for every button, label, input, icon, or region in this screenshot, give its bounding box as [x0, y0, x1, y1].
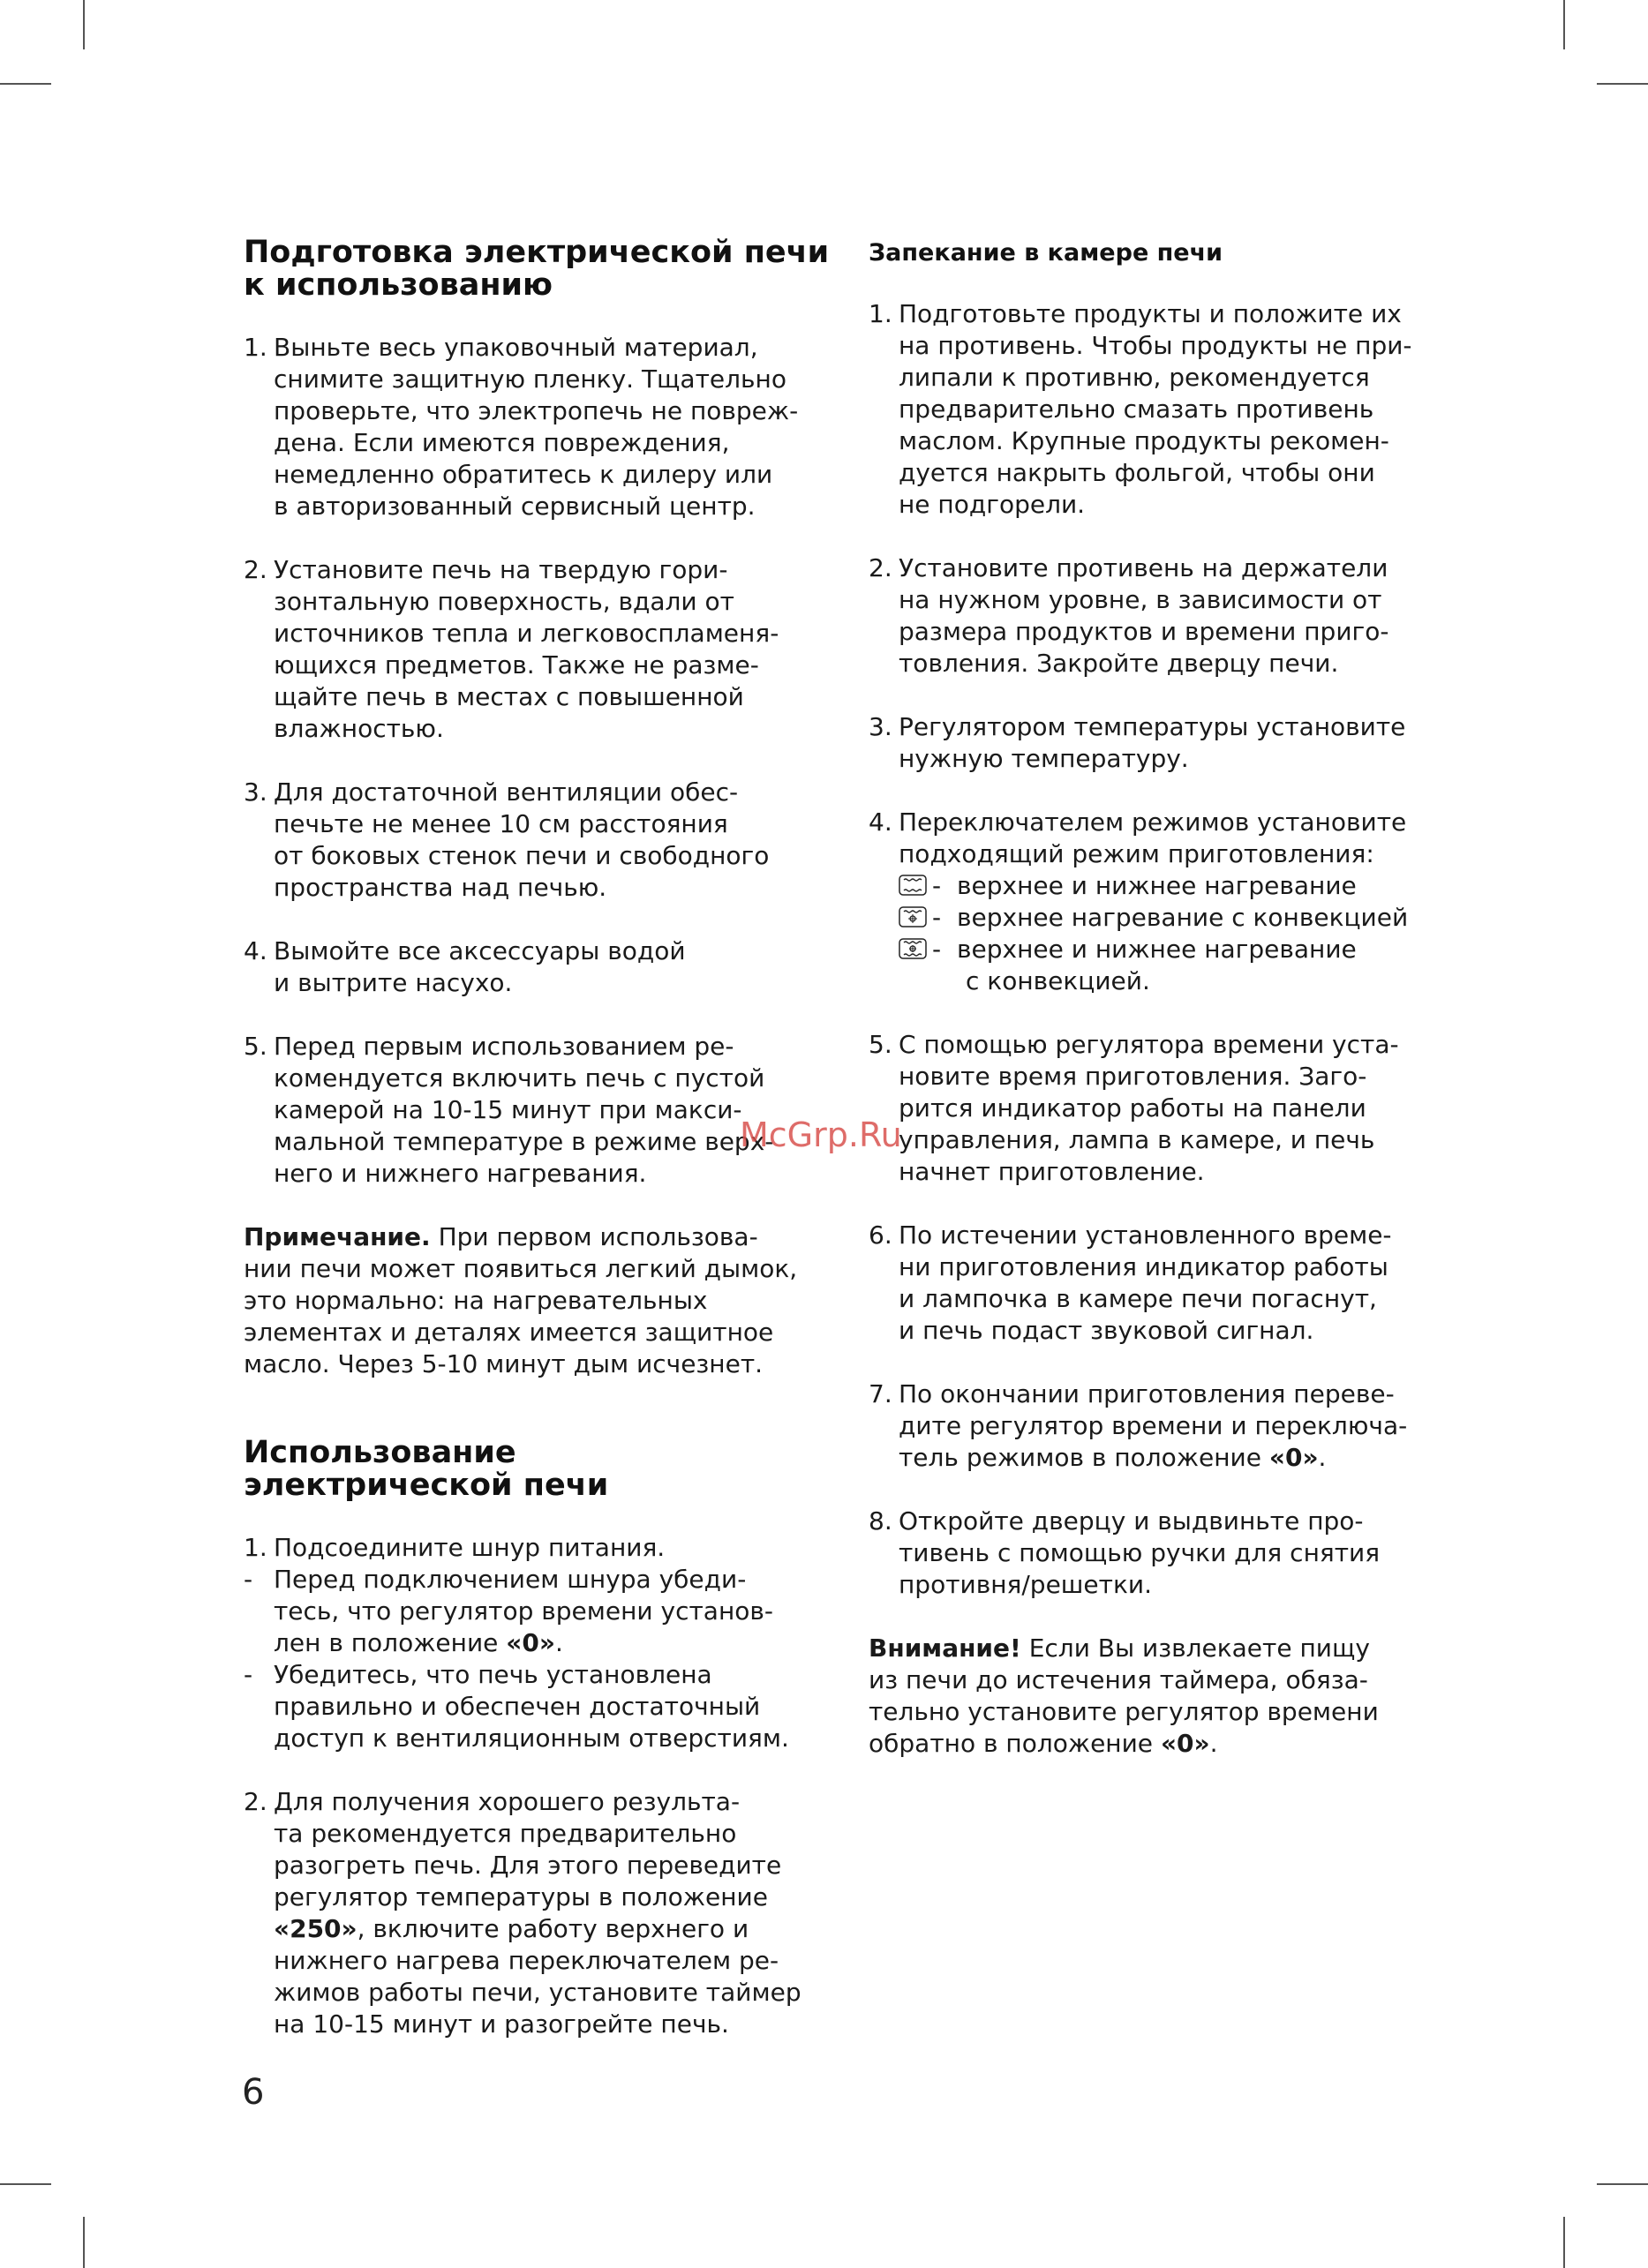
list-item: 6. По истечении установленного време- ни приготовления индикатор работы и лампочка в камере печи погаснут, и печь подаст звуковой сигнал. [869, 1220, 1392, 1345]
list-item: 2. Установите печь на твердую гори- зонтальную поверхность, вдали от источников тепла и легковоспламеня- ющихся предметов. Также не разме- щайте печь в местах с повышенной влажностью. [244, 555, 779, 743]
sub-list-item: - Перед подключением шнура убеди- тесь, что регулятор времени установ- лен в положение «0». [244, 1565, 773, 1657]
page-number: 6 [242, 2072, 265, 2113]
list-item: 3. Для достаточной вентиляции обес- печьте не менее 10 см расстояния от боковых стенок печи и свободного пространства над печью. [244, 777, 770, 902]
crop-mark [1563, 2217, 1565, 2268]
crop-mark [0, 2183, 51, 2185]
list-item: 2. Установите противень на держатели на нужном уровне, в зависимости от размера продуктов и времени приго- товления. Закройте дверцу печи. [869, 553, 1389, 678]
list-item: 5. С помощью регулятора времени уста- новите время приготовления. Заго- рится индикатор работы на панели управления, лампа в камере, и печь начнет приготовление. [869, 1030, 1399, 1186]
note-label: Примечание. [244, 1222, 431, 1251]
crop-mark [1563, 0, 1565, 49]
crop-mark [1597, 83, 1648, 85]
top-heat-convection-icon [899, 906, 927, 927]
crop-mark [1597, 2183, 1648, 2185]
mode-row-continuation: с конвекцией. [966, 966, 1150, 995]
list-item: 1. Подсоедините шнур питания. [244, 1533, 666, 1562]
list-item: 4. Вымойте все аксессуары водой и вытрите насухо. [244, 936, 686, 997]
watermark: McGrp.Ru [740, 1115, 902, 1154]
top-bottom-heat-icon [899, 875, 927, 896]
sub-list-item: - Убедитесь, что печь установлена правильно и обеспечен достаточный доступ к вентиляционным отверстиям. [244, 1660, 789, 1753]
crop-mark [83, 0, 85, 49]
list-item: 7. По окончании приготовления переве- дите регулятор времени и переключа- тель режимов в положение «0». [869, 1379, 1408, 1472]
warning-paragraph: Внимание! Если Вы извлекаете пищу из печи до истечения таймера, обяза- тельно установите регулятор времени обратно в положение «0». [869, 1633, 1379, 1758]
list-item: 3. Регулятором температуры установите нужную температуру. [869, 712, 1406, 773]
list-item: 1. Подготовьте продукты и положите их на противень. Чтобы продукты не при- липали к противню, рекомендуется предварительно смазать противень маслом. Крупные продукты рекомен- дуется накрыть фольгой, чтобы они не подгорели. [869, 299, 1412, 519]
list-item: 5. Перед первым использованием ре- комендуется включить печь с пустой камерой на 10-15 минут при макси- мальной температуре в режиме верх- него и нижнего нагревания. [244, 1032, 774, 1188]
section-title-baking: Запекание в камере печи [869, 239, 1223, 267]
crop-mark [83, 2217, 85, 2268]
crop-mark [0, 83, 51, 85]
mode-row: - верхнее нагревание с конвекцией [899, 902, 1469, 934]
list-item: 8. Откройте дверцу и выдвиньте про- тивень с помощью ручки для снятия противня/решетки. [869, 1506, 1381, 1599]
top-bottom-heat-convection-icon [899, 938, 927, 959]
section-title-preparation: Подготовка электрической печи к использованию [244, 235, 830, 303]
note-paragraph: Примечание. При первом использова- нии печи может появиться легкий дымок, это нормально: на нагревательных элементах и деталях имеется защитное масло. Через 5-10 минут дым исчезнет. [244, 1222, 798, 1378]
list-item: 4. Переключателем режимов установите подходящий режим приготовления: [869, 807, 1407, 868]
list-item: 1. Выньте весь упаковочный материал, снимите защитную пленку. Тщательно проверьте, что электропечь не повреж- дена. Если имеются повреждения, немедленно обратитесь к дилеру или в авторизованный сервисный центр. [244, 333, 799, 521]
list-item: 2. Для получения хорошего результа- та рекомендуется предварительно разогреть печь. Для этого переведите регулятор температуры в положение «250», включите работу верхнего и нижнего нагрева переключателем ре- жимов работы печи, установите таймер на 10-15 минут и разогрейте печь. [244, 1787, 801, 2039]
section-title-usage: Использование электрической печи [244, 1435, 609, 1503]
warning-label: Внимание! [869, 1633, 1021, 1663]
mode-row: - верхнее и нижнее нагревание [899, 870, 1469, 902]
right-column [869, 237, 1469, 1760]
mode-row: - верхнее и нижнее нагревание [899, 934, 1469, 965]
